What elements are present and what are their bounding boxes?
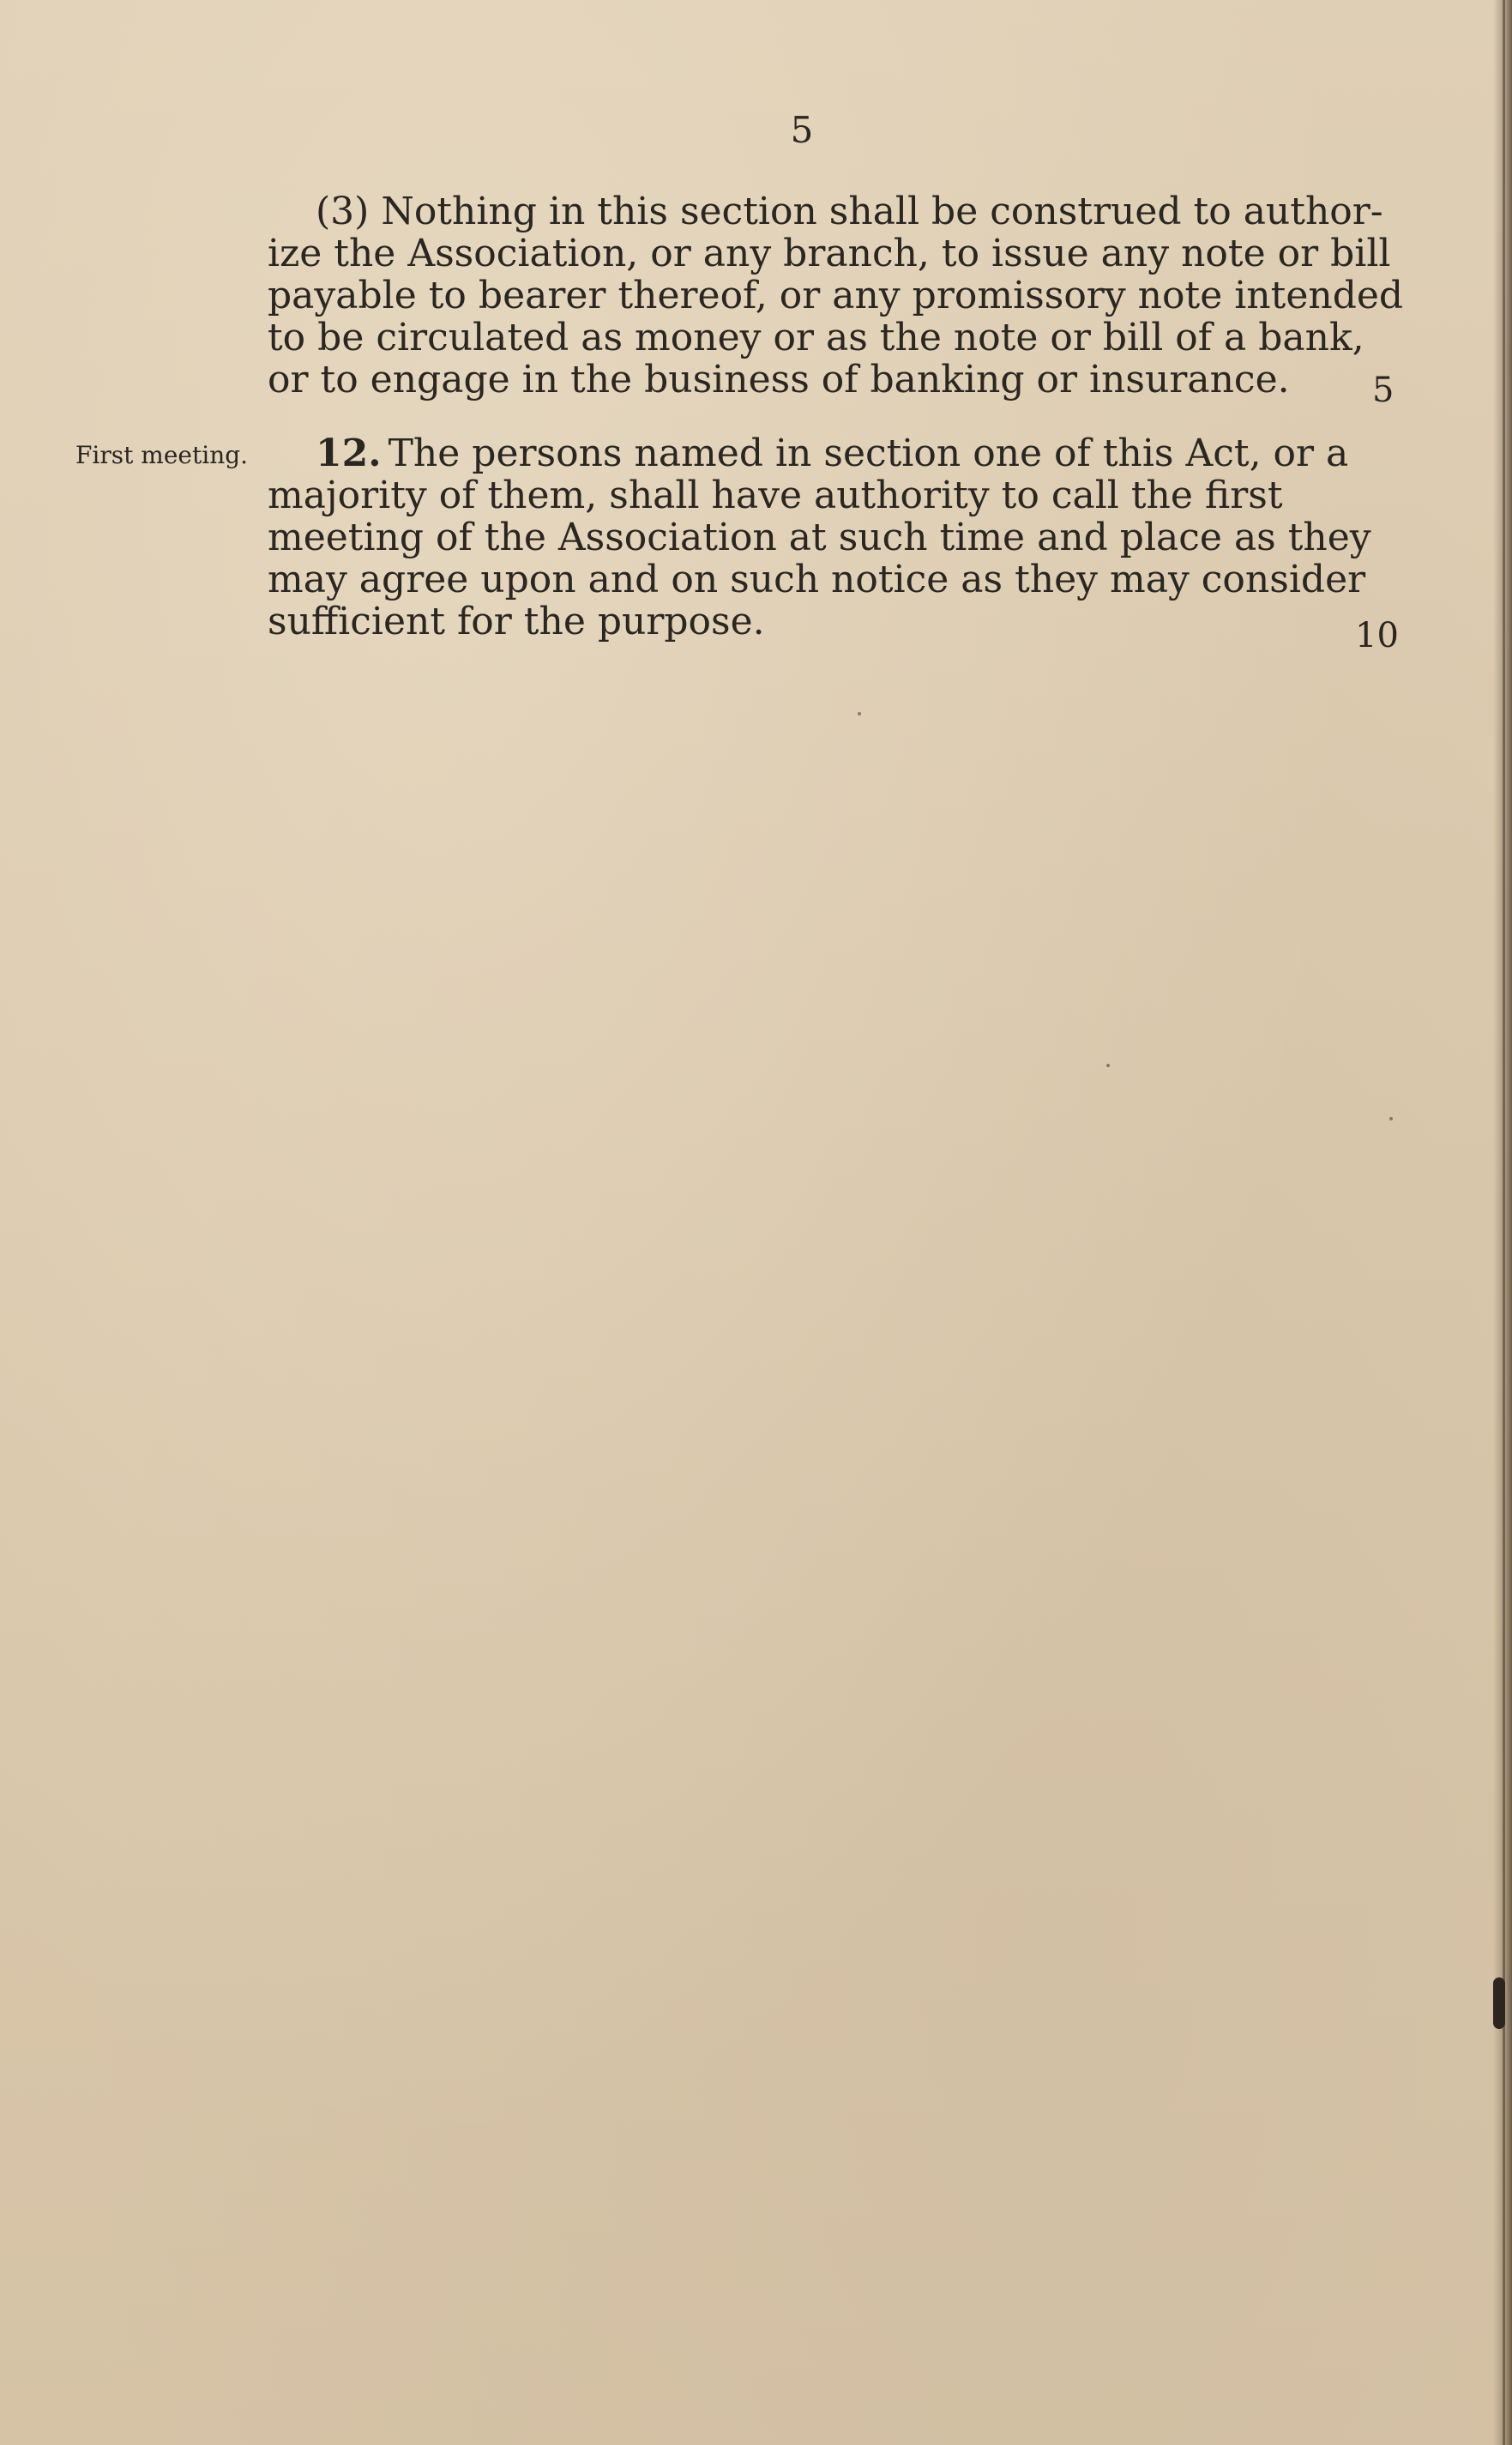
paper-speck xyxy=(858,712,861,715)
text-line: sufficient for the purpose. xyxy=(268,600,765,643)
section-12-paragraph xyxy=(268,432,1371,643)
section-number: 12. xyxy=(316,432,382,475)
page-number: 5 xyxy=(790,109,814,151)
page-edge-line xyxy=(1503,0,1505,2445)
paper-speck xyxy=(1389,1117,1393,1120)
line-number-5: 5 xyxy=(1372,371,1395,410)
text-line: ize the Association, or any branch, to issue any note or bill xyxy=(268,232,1391,275)
margin-note-first-meeting: First meeting. xyxy=(75,441,249,469)
line-number-10: 10 xyxy=(1355,616,1399,655)
binding-mark xyxy=(1493,1977,1505,2029)
section-12-first-line xyxy=(268,432,1349,475)
paper-speck xyxy=(1106,1064,1110,1067)
text-line: The persons named in section one of this Act, or a xyxy=(388,432,1349,475)
text-line: may agree upon and on such notice as they may consider xyxy=(268,558,1366,601)
text-line: or to engage in the business of banking or insurance. xyxy=(268,358,1290,401)
text-line: payable to bearer thereof, or any promissory note intended xyxy=(268,274,1404,317)
text-line: to be circulated as money or as the note or bill of a bank, xyxy=(268,316,1364,359)
text-line: meeting of the Association at such time and place as they xyxy=(268,516,1371,559)
text-line: (3) Nothing in this section shall be construed to author- xyxy=(316,190,1383,233)
text-line: majority of them, shall have authority to call the first xyxy=(268,474,1283,517)
subsection-3-paragraph xyxy=(268,190,1404,401)
